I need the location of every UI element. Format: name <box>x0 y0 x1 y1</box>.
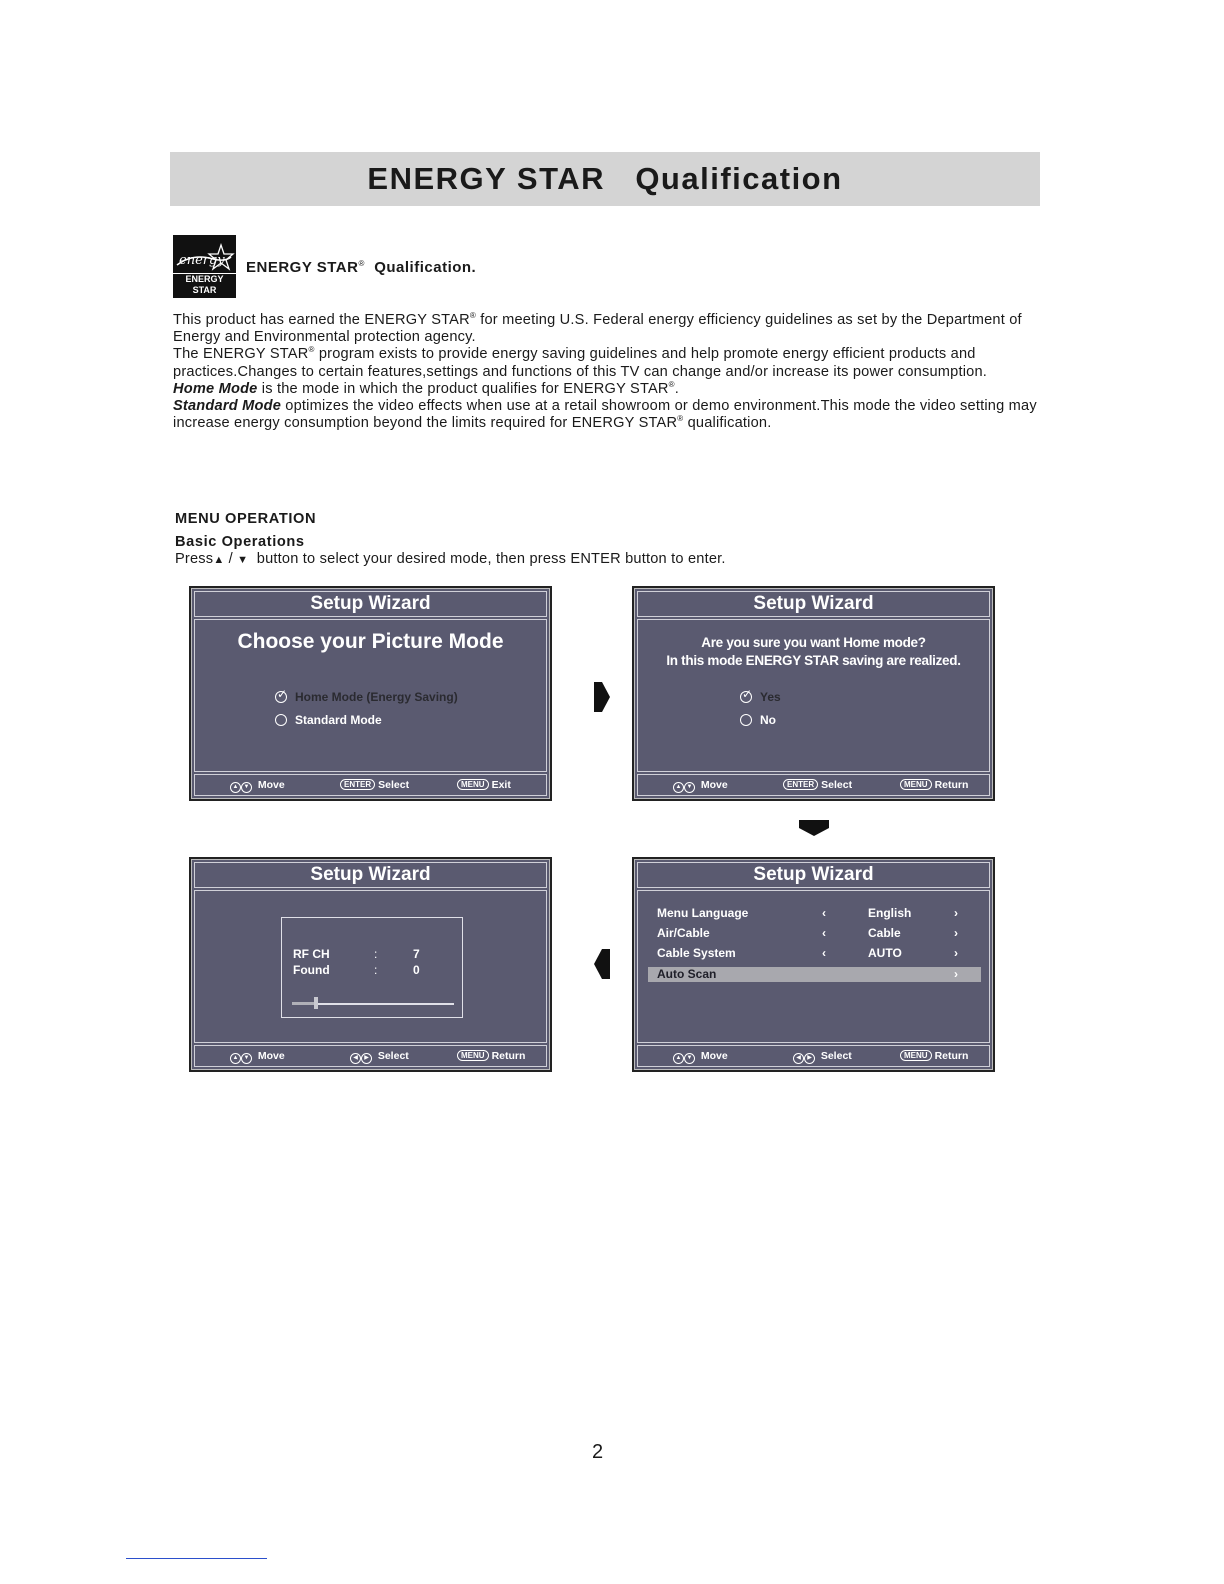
menu-key-icon: MENU <box>457 779 489 790</box>
logo-label: ENERGY STAR <box>173 273 236 296</box>
energy-star-logo <box>173 235 236 298</box>
left-arrow-icon[interactable]: ‹ <box>822 946 826 960</box>
panel-body <box>637 890 990 1043</box>
panel-title: Setup Wizard <box>194 591 547 617</box>
menu-key-icon: MENU <box>457 1050 489 1061</box>
settings-row[interactable]: Air/Cable ‹ Cable › <box>657 926 958 940</box>
radio-checked-icon: ✓ <box>277 687 288 701</box>
panel-footer: ▲ ▼ Move ENTER Select MENU Exit <box>194 774 547 796</box>
panel-body <box>194 619 547 772</box>
intro-paragraph-2: The ENERGY STAR® program exists to provide energy saving guidelines and help promote energy efficient products and practices.Changes to certain features,settings and functions of this TV can change and/or increase its power consumption. <box>173 345 988 380</box>
panel-title: Setup Wizard <box>637 862 990 888</box>
scan-progress-knob <box>314 997 318 1009</box>
right-arrow-icon[interactable]: › <box>954 946 958 960</box>
up-icon: ▲ <box>673 782 684 793</box>
page-title: ENERGY STAR Qualification <box>170 152 1040 206</box>
radio-icon <box>275 714 287 726</box>
settings-row[interactable]: Cable System ‹ AUTO › <box>657 946 958 960</box>
down-icon: ▼ <box>241 1053 252 1064</box>
left-arrow-icon[interactable]: ‹ <box>822 926 826 940</box>
right-arrow-icon[interactable]: › <box>954 926 958 940</box>
scan-labels: RF CH Found <box>293 947 330 977</box>
arrow-down-icon <box>791 818 837 838</box>
option-standard-mode[interactable]: Standard Mode <box>275 713 382 727</box>
confirm-question: Are you sure you want Home mode? In this mode ENERGY STAR saving are realized. <box>666 635 961 668</box>
setup-wizard-settings <box>632 857 995 1072</box>
menu-key-icon: MENU <box>900 1050 932 1061</box>
enter-key-icon: ENTER <box>340 779 375 790</box>
logo-script: energy <box>179 253 225 268</box>
panel-title: Setup Wizard <box>637 591 990 617</box>
arrow-left-icon <box>592 941 612 987</box>
option-home-mode[interactable]: ✓ Home Mode (Energy Saving) <box>277 687 458 704</box>
scan-progress-fill <box>292 1002 316 1005</box>
setup-wizard-picture-mode <box>189 586 552 801</box>
radio-checked-icon: ✓ <box>742 687 753 701</box>
panel-footer: ▲ ▼ Move ◀ ▶ Select MENU Return <box>637 1045 990 1067</box>
scan-colons: : : <box>374 947 378 977</box>
right-arrow-icon[interactable]: › <box>954 906 958 920</box>
scan-values <box>413 946 420 978</box>
settings-row-selected[interactable]: Auto Scan › <box>648 967 981 982</box>
standard-mode-paragraph: Standard Mode optimizes the video effects when use at a retail showroom or demo environment.This mode the video setting may increase energy consumption beyond the limits required for ENERGY STAR® qualification. <box>173 398 1037 432</box>
up-icon: ▲ <box>230 1053 241 1064</box>
right-icon: ▶ <box>804 1053 815 1064</box>
setup-wizard-scan <box>189 857 552 1072</box>
footer-rule <box>126 1558 267 1559</box>
panel-footer: ▲ ▼ Move ◀ ▶ Select MENU Return <box>194 1045 547 1067</box>
up-triangle-icon: ▲ <box>213 554 225 566</box>
home-mode-paragraph: Home Mode is the mode in which the product qualifies for ENERGY STAR®. <box>173 379 680 397</box>
enter-key-icon: ENTER <box>783 779 818 790</box>
down-icon: ▼ <box>241 782 252 793</box>
intro-text <box>173 312 1053 432</box>
down-icon: ▼ <box>684 782 695 793</box>
right-icon: ▶ <box>361 1053 372 1064</box>
page-number: 2 <box>592 1441 604 1463</box>
left-arrow-icon[interactable]: ‹ <box>822 906 826 920</box>
intro-paragraph-1: This product has earned the ENERGY STAR® for meeting U.S. Federal energy efficiency guidelines as set by the Department of Energy and Environmental protection agency. <box>173 311 1022 346</box>
up-icon: ▲ <box>673 1053 684 1064</box>
rf-ch-value: 7 <box>413 947 420 961</box>
arrow-right-icon <box>592 674 612 720</box>
instruction-line: Press▲ / ▼ button to select your desired mode, then press ENTER button to enter. <box>175 551 726 567</box>
settings-row[interactable]: Menu Language ‹ English › <box>657 906 958 920</box>
panel-footer: ▲ ▼ Move ENTER Select MENU Return <box>637 774 990 796</box>
up-icon: ▲ <box>230 782 241 793</box>
down-triangle-icon: ▼ <box>237 554 249 566</box>
panel-body <box>637 619 990 772</box>
left-icon: ◀ <box>793 1053 804 1064</box>
down-icon: ▼ <box>684 1053 695 1064</box>
found-value: 0 <box>413 963 420 977</box>
radio-icon <box>740 714 752 726</box>
option-no[interactable]: No <box>740 713 776 727</box>
option-yes[interactable]: ✓ Yes <box>742 687 781 704</box>
qualification-heading: ENERGY STAR® Qualification. <box>246 259 477 276</box>
menu-operation-heading: MENU OPERATION <box>175 511 317 527</box>
panel-body <box>194 890 547 1043</box>
setup-wizard-confirm <box>632 586 995 801</box>
panel-title: Setup Wizard <box>194 862 547 888</box>
menu-key-icon: MENU <box>900 779 932 790</box>
basic-operations-heading: Basic Operations <box>175 534 305 550</box>
picture-mode-heading: Choose your Picture Mode <box>237 630 504 653</box>
left-icon: ◀ <box>350 1053 361 1064</box>
scan-box <box>281 917 463 1018</box>
right-arrow-icon[interactable]: › <box>954 967 958 981</box>
